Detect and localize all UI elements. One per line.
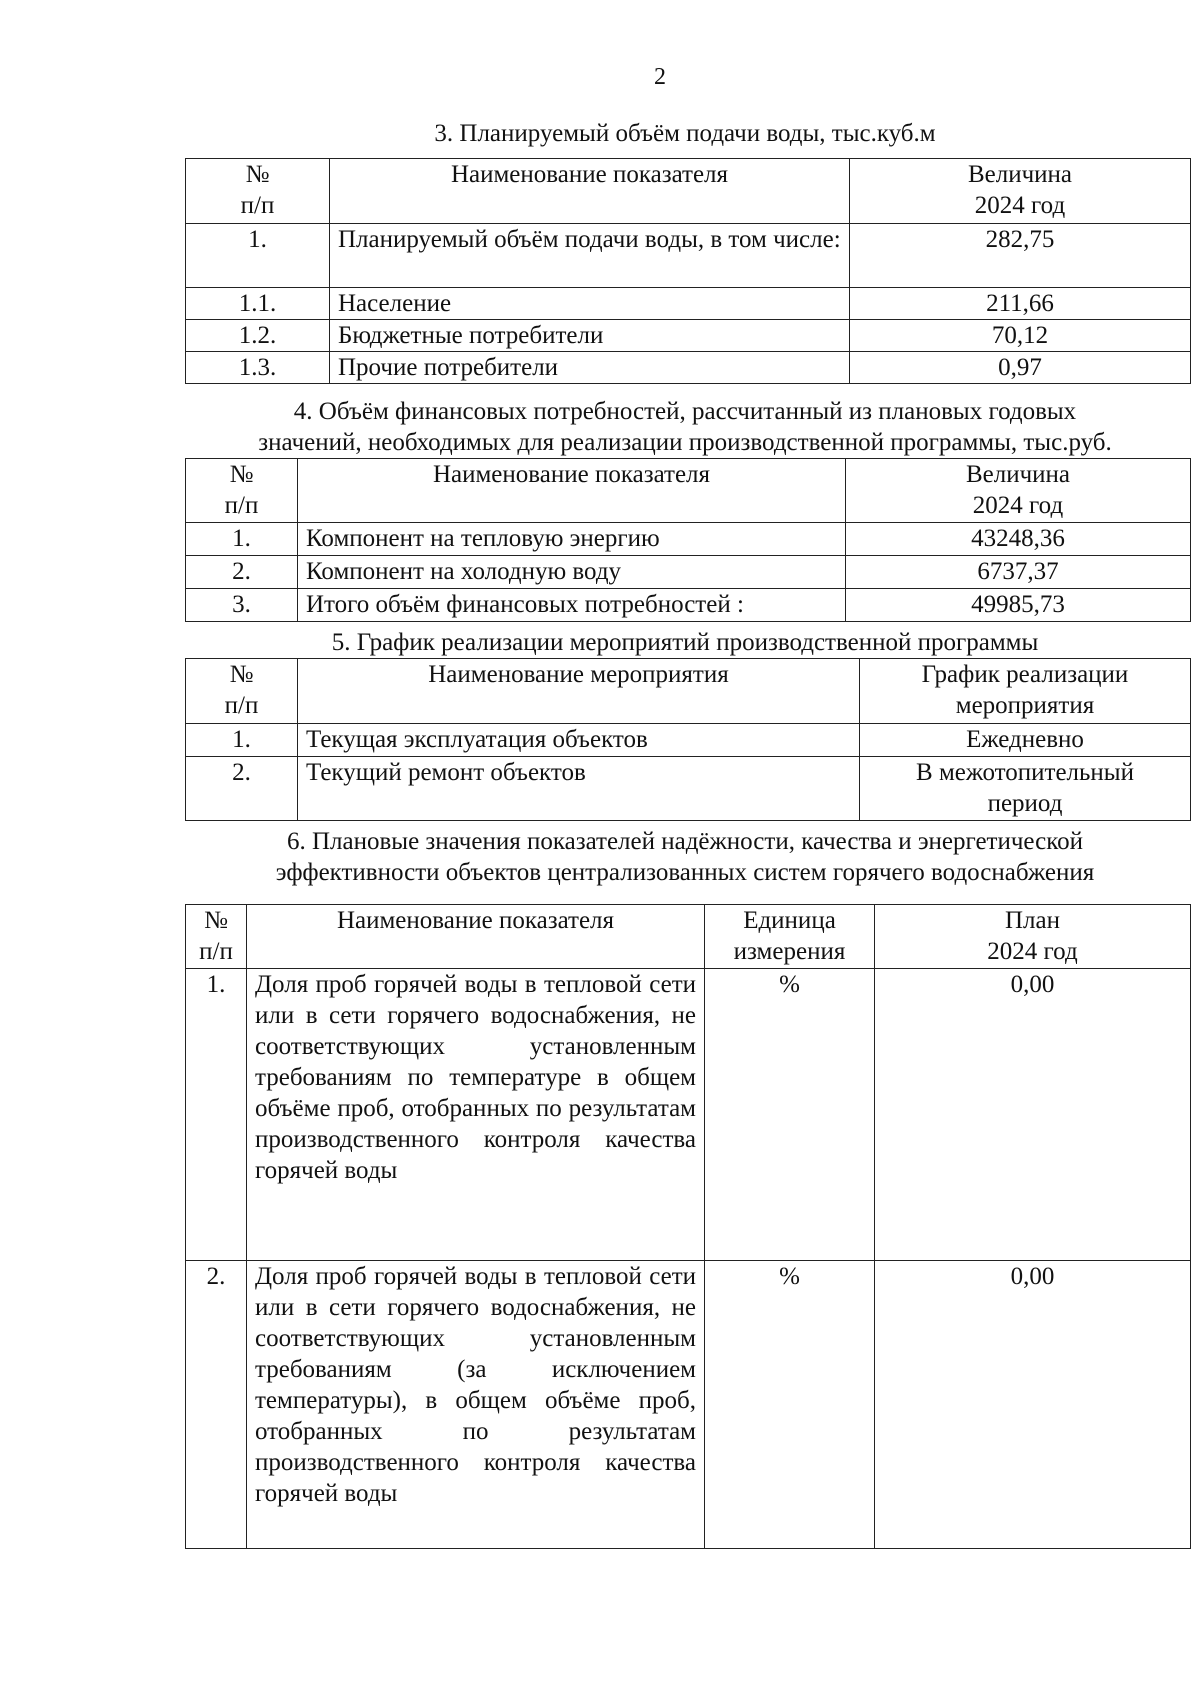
row-num: 1. [186, 224, 330, 288]
row-num: 1. [186, 724, 298, 757]
row-num: 3. [186, 589, 298, 622]
section5-title [180, 627, 1190, 658]
row-name: Доля проб горячей воды в тепловой сети или в сети горячего водоснабжения, не соответствующих установленным требованиям по температуре в общем объёме проб, отобранных по результатам производственного контроля качества горячей воды [247, 969, 705, 1261]
section3-header-num [186, 159, 330, 224]
row-value: 70,12 [850, 320, 1191, 352]
table-row [186, 724, 1191, 757]
header-unit-line1: Единица [743, 907, 836, 934]
table-row [186, 589, 1191, 622]
row-plan: 0,00 [875, 1261, 1191, 1549]
row-num: 1. [186, 523, 298, 556]
row-name: Итого объём финансовых потребностей : [298, 589, 846, 622]
section3-header-name: Наименование показателя [330, 159, 850, 224]
section4-table [185, 458, 1191, 622]
row-num: 1.1. [186, 288, 330, 320]
section6-title-line1: 6. Плановые значения показателей надёжности, качества и энергетической [286, 828, 1084, 855]
row-name: Планируемый объём подачи воды, в том числе: [330, 224, 850, 288]
header-value-line1: Величина [965, 461, 1071, 488]
section4-header-num [186, 459, 298, 523]
table-row [186, 352, 1191, 384]
row-num: 2. [186, 1261, 247, 1549]
section3-header-value [850, 159, 1191, 224]
section6-header-plan [875, 905, 1191, 969]
row-num: 1. [186, 969, 247, 1261]
row-num: 2. [186, 757, 298, 821]
table-row [186, 1261, 1191, 1549]
header-schedule-line2: мероприятия [955, 692, 1095, 719]
section4-title-line2: значений, необходимых для реализации производственной программы, тыс.руб. [258, 429, 1112, 456]
section5-header-name: Наименование мероприятия [298, 659, 860, 724]
row-num: 1.2. [186, 320, 330, 352]
section5-header-row [186, 659, 1191, 724]
section6-header-unit [705, 905, 875, 969]
table-row [186, 556, 1191, 589]
header-num-line2: п/п [224, 492, 259, 519]
section4-title-line1: 4. Объём финансовых потребностей, рассчитанный из плановых годовых [293, 398, 1077, 425]
row-name: Бюджетные потребители [330, 320, 850, 352]
table-row [186, 224, 1191, 288]
header-schedule-line1: График реализации [921, 661, 1129, 688]
header-unit-line2: измерения [733, 938, 846, 965]
row-schedule: Ежедневно [860, 724, 1191, 757]
row-schedule-line1: В межотопительный [916, 759, 1134, 786]
row-name: Население [330, 288, 850, 320]
row-schedule-line2: период [987, 790, 1063, 817]
row-value: 49985,73 [846, 589, 1191, 622]
section4-header-value [846, 459, 1191, 523]
section3-title-text: 3. Планируемый объём подачи воды, тыс.куб.м [434, 120, 936, 147]
row-name: Прочие потребители [330, 352, 850, 384]
row-num: 1.3. [186, 352, 330, 384]
row-value: 43248,36 [846, 523, 1191, 556]
row-value: 211,66 [850, 288, 1191, 320]
header-num-line1: № [229, 661, 254, 688]
section5-header-num [186, 659, 298, 724]
row-name: Доля проб горячей воды в тепловой сети или в сети горячего водоснабжения, не соответствующих установленным требованиям (за исключением температуры), в общем объёме проб, отобранных по результатам производственного контроля качества горячей воды [247, 1261, 705, 1549]
row-schedule [860, 757, 1191, 821]
section3-table [185, 158, 1191, 384]
header-value-line2: 2024 год [974, 192, 1066, 219]
header-num-line1: № [229, 461, 254, 488]
section5-header-schedule [860, 659, 1191, 724]
header-num-line2: п/п [240, 192, 275, 219]
section4-header-name: Наименование показателя [298, 459, 846, 523]
row-plan: 0,00 [875, 969, 1191, 1261]
row-unit: % [705, 969, 875, 1261]
section5-title-text: 5. График реализации мероприятий производственной программы [331, 629, 1039, 656]
header-value-line2: 2024 год [972, 492, 1064, 519]
row-name: Текущая эксплуатация объектов [298, 724, 860, 757]
section3-title [180, 118, 1190, 149]
header-value-line1: Величина [967, 161, 1073, 188]
row-name: Компонент на холодную воду [298, 556, 846, 589]
row-name: Компонент на тепловую энергию [298, 523, 846, 556]
row-name: Текущий ремонт объектов [298, 757, 860, 821]
section5-table [185, 658, 1191, 821]
header-num-line1: № [204, 907, 228, 934]
row-value: 6737,37 [846, 556, 1191, 589]
section6-title-line2: эффективности объектов централизованных систем горячего водоснабжения [275, 859, 1095, 886]
row-value: 282,75 [850, 224, 1191, 288]
table-row [186, 288, 1191, 320]
header-num-line2: п/п [199, 938, 233, 965]
section6-title [180, 826, 1190, 888]
section3-header-row [186, 159, 1191, 224]
header-num-line1: № [245, 161, 270, 188]
table-row [186, 757, 1191, 821]
row-value: 0,97 [850, 352, 1191, 384]
section6-header-num [186, 905, 247, 969]
row-num: 2. [186, 556, 298, 589]
table-row [186, 523, 1191, 556]
section4-title [180, 396, 1190, 458]
section6-header-name: Наименование показателя [247, 905, 705, 969]
section4-header-row [186, 459, 1191, 523]
section6-table [185, 904, 1191, 1549]
row-unit: % [705, 1261, 875, 1549]
header-plan-line1: План [1004, 907, 1060, 934]
section6-header-row [186, 905, 1191, 969]
table-row [186, 320, 1191, 352]
header-plan-line2: 2024 год [987, 938, 1078, 965]
table-row [186, 969, 1191, 1261]
page-number: 2 [654, 64, 666, 90]
header-num-line2: п/п [224, 692, 259, 719]
